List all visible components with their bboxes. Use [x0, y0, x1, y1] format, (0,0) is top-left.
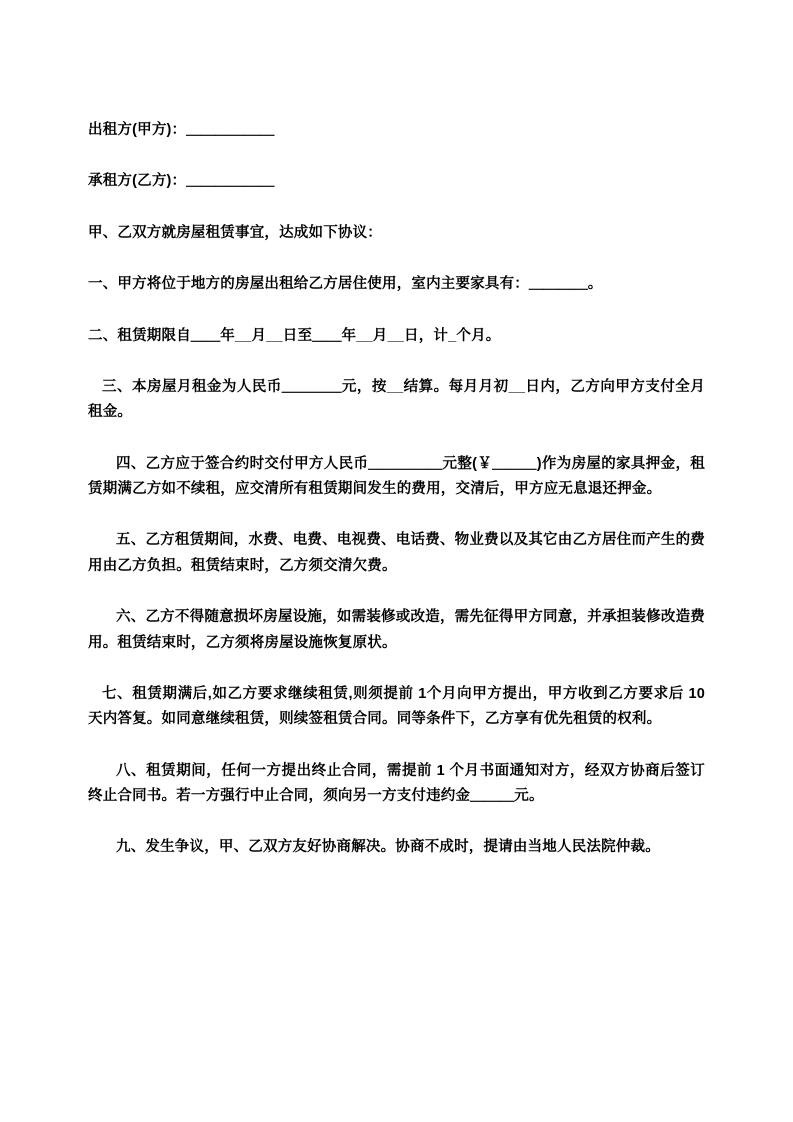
paragraph-clause-1: 一、甲方将位于地方的房屋出租给乙方居住使用，室内主要家具有：＿＿＿＿。 [88, 276, 603, 293]
paragraph-lessee-line: 承租方(乙方)：＿＿＿＿＿＿ [88, 173, 275, 190]
paragraph-clause-2: 二、租赁期限自＿＿年__月__日至＿＿年__月__日，计_个月。 [88, 327, 501, 344]
paragraph-clause-9: 九、发生争议，甲、乙双方友好协商解决。协商不成时，提请由当地人民法院仲裁。 [116, 839, 660, 856]
paragraph-clause-8: 八、租赁期间，任何一方提出终止合同，需提前 1 个月书面通知对方，经双方协商后签订终止合同书。若一方强行中止合同，须向另一方支付违约金＿＿＿元。 [88, 762, 705, 804]
paragraph-clause-7: 七、租赁期满后,如乙方要求继续租赁,则须提前 1个月向甲方提出，甲方收到乙方要求后 10 天内答复。如同意继续租赁，则续签租赁合同。同等条件下，乙方享有优先租赁的权利。 [88, 685, 710, 728]
paragraph-clause-6: 六、乙方不得随意损坏房屋设施，如需装修或改造，需先征得甲方同意，并承担装修改造费用。租赁结束时，乙方须将房屋设施恢复原状。 [88, 609, 705, 651]
paragraph-clause-4: 四、乙方应于签合约时交付甲方人民币＿＿＿＿＿元整(￥＿＿＿)作为房屋的家具押金，租赁期满乙方如不续租，应交清所有租赁期间发生的费用，交清后，甲方应无息退还押金。 [88, 455, 705, 497]
paragraph-clause-3: 三、本房屋月租金为人民币＿＿＿＿元，按__结算。每月月初__日内，乙方向甲方支付全月租金。 [88, 378, 705, 421]
paragraph-clause-5: 五、乙方租赁期间，水费、电费、电视费、电话费、物业费以及其它由乙方居住而产生的费用由乙方负担。租赁结束时，乙方须交清欠费。 [88, 532, 705, 574]
paragraph-preamble: 甲、乙双方就房屋租赁事宜，达成如下协议： [88, 224, 382, 241]
contract-body [88, 118, 710, 861]
paragraph-lessor-line: 出租方(甲方)：＿＿＿＿＿＿ [88, 122, 275, 138]
